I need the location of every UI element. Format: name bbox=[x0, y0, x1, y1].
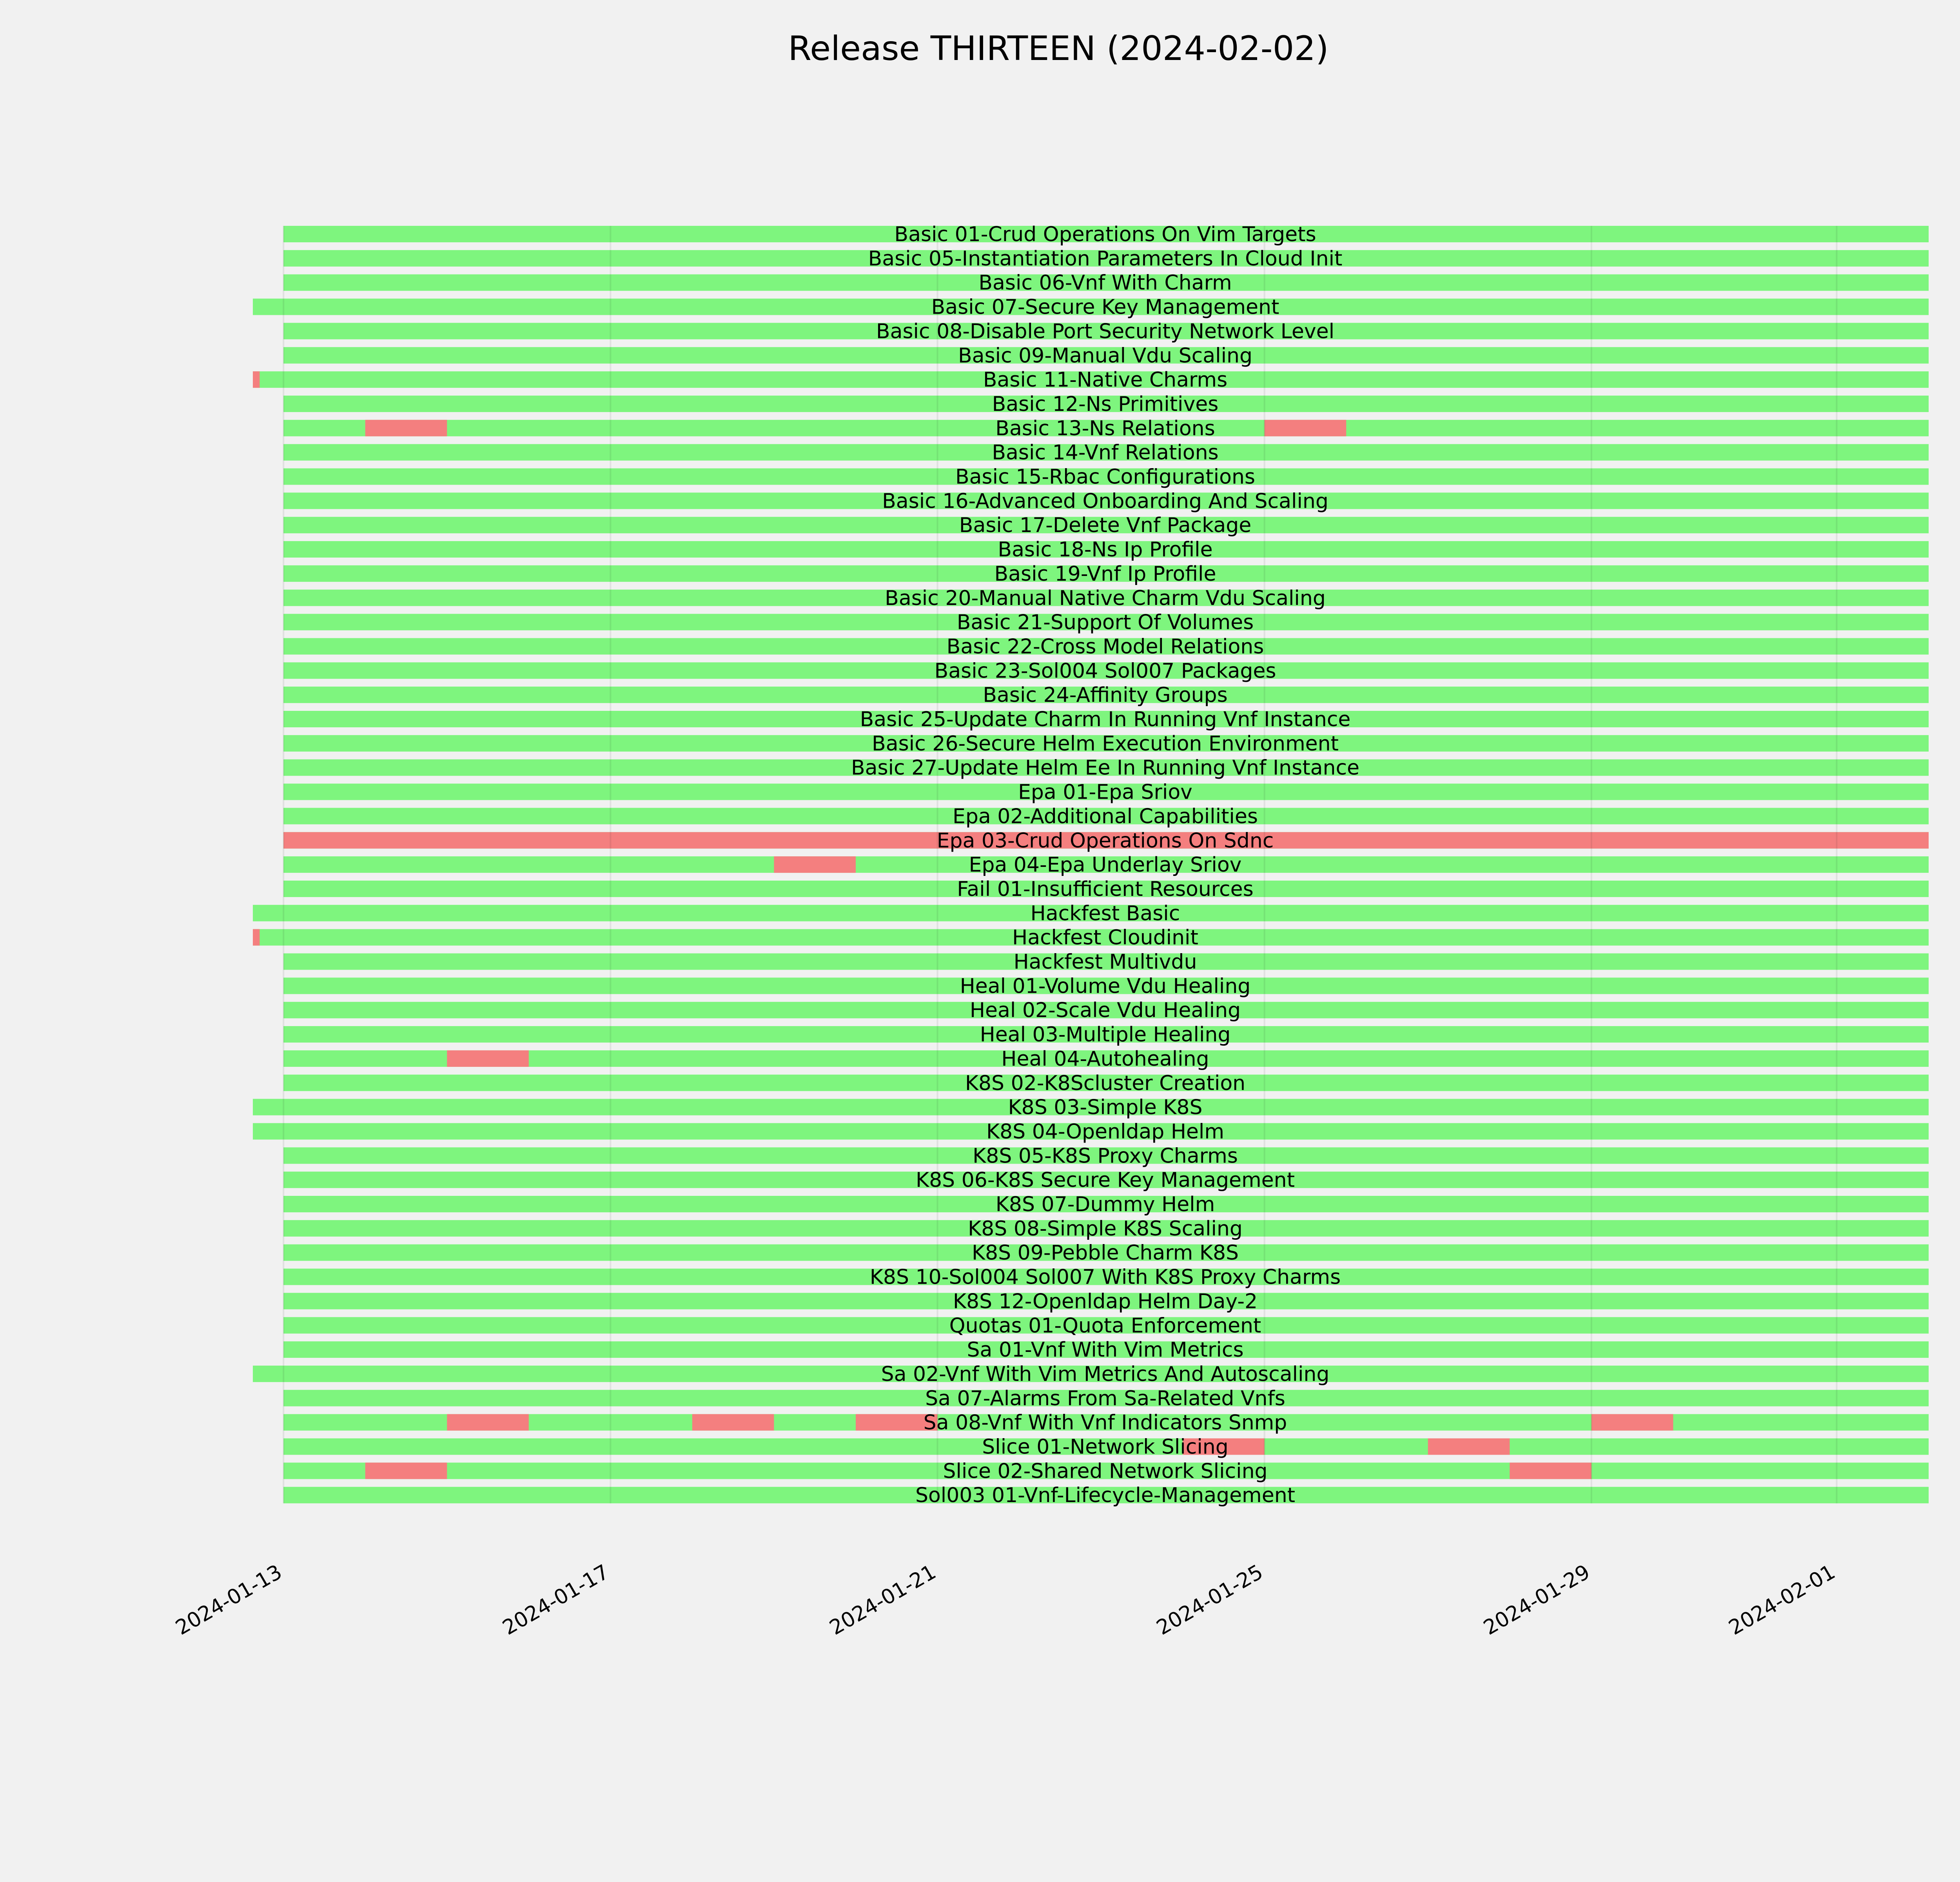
row-label: Basic 22-Cross Model Relations bbox=[946, 635, 1264, 659]
x-tick-label: 2024-01-17 bbox=[499, 1560, 613, 1640]
row-label: Sa 07-Alarms From Sa-Related Vnfs bbox=[925, 1386, 1285, 1410]
row-label: K8S 10-Sol004 Sol007 With K8S Proxy Charms bbox=[869, 1265, 1341, 1289]
row-label: Basic 15-Rbac Configurations bbox=[955, 465, 1255, 489]
fail-segment bbox=[365, 1462, 447, 1479]
row-label: Basic 05-Instantiation Parameters In Cloud Init bbox=[868, 247, 1343, 271]
row-label: Basic 09-Manual Vdu Scaling bbox=[958, 344, 1253, 368]
row-label: K8S 04-Openldap Helm bbox=[986, 1120, 1225, 1144]
x-tick-label: 2024-01-29 bbox=[1479, 1560, 1594, 1640]
row-label: Basic 18-Ns Ip Profile bbox=[998, 538, 1213, 562]
row-label: Basic 01-Crud Operations On Vim Targets bbox=[894, 223, 1316, 246]
row-label: Sol003 01-Vnf-Lifecycle-Management bbox=[915, 1484, 1296, 1508]
fail-segment bbox=[1428, 1439, 1510, 1455]
row-label: Basic 08-Disable Port Security Network Level bbox=[876, 320, 1335, 343]
chart-title: Release THIRTEEN (2024-02-02) bbox=[788, 29, 1329, 68]
row-label: Basic 16-Advanced Onboarding And Scaling bbox=[882, 489, 1328, 513]
row-label: Basic 06-Vnf With Charm bbox=[978, 271, 1232, 295]
fail-segment bbox=[365, 420, 447, 436]
fail-segment bbox=[692, 1414, 774, 1431]
row-label: Heal 01-Volume Vdu Healing bbox=[960, 974, 1251, 998]
row-label: Hackfest Cloudinit bbox=[1012, 926, 1198, 950]
row-label: Epa 03-Crud Operations On Sdnc bbox=[936, 829, 1274, 853]
row-label: K8S 06-K8S Secure Key Management bbox=[915, 1168, 1295, 1192]
row-label: Basic 20-Manual Native Charm Vdu Scaling bbox=[885, 586, 1326, 610]
fail-segment bbox=[1510, 1462, 1592, 1479]
row-label: K8S 08-Simple K8S Scaling bbox=[968, 1217, 1243, 1241]
row-label: Slice 02-Shared Network Slicing bbox=[943, 1459, 1268, 1483]
x-tick-label: 2024-01-25 bbox=[1152, 1560, 1267, 1640]
row-label: Basic 07-Secure Key Management bbox=[931, 295, 1279, 319]
row-label: Hackfest Multivdu bbox=[1013, 950, 1197, 974]
row-label: Heal 04-Autohealing bbox=[1001, 1047, 1209, 1071]
row-label: Epa 02-Additional Capabilities bbox=[953, 805, 1258, 828]
fail-segment bbox=[253, 929, 260, 946]
row-label: Basic 12-Ns Primitives bbox=[992, 392, 1219, 416]
row-label: Basic 27-Update Helm Ee In Running Vnf Instance bbox=[851, 756, 1360, 780]
row-label: K8S 05-K8S Proxy Charms bbox=[973, 1144, 1238, 1168]
row-label: Sa 02-Vnf With Vim Metrics And Autoscaling bbox=[881, 1362, 1330, 1386]
fail-segment bbox=[447, 1050, 529, 1067]
x-tick-label: 2024-01-13 bbox=[171, 1560, 286, 1640]
row-label: Basic 21-Support Of Volumes bbox=[956, 610, 1254, 634]
row-label: Basic 25-Update Charm In Running Vnf Instance bbox=[860, 708, 1351, 731]
row-label: Heal 03-Multiple Healing bbox=[980, 1023, 1231, 1047]
row-label: Basic 14-Vnf Relations bbox=[992, 441, 1219, 465]
row-label: Basic 26-Secure Helm Execution Environment bbox=[872, 732, 1339, 756]
row-label: Basic 13-Ns Relations bbox=[995, 416, 1215, 440]
row-label: Basic 17-Delete Vnf Package bbox=[959, 514, 1252, 538]
row-label: K8S 02-K8Scluster Creation bbox=[965, 1071, 1246, 1095]
fail-segment bbox=[1592, 1414, 1673, 1431]
x-tick-labels-layer bbox=[172, 1560, 1839, 1640]
row-label: K8S 12-Openldap Helm Day-2 bbox=[953, 1290, 1258, 1313]
row-label: Fail 01-Insufficient Resources bbox=[957, 877, 1254, 901]
row-label: Heal 02-Scale Vdu Healing bbox=[969, 999, 1241, 1023]
row-label: Basic 23-Sol004 Sol007 Packages bbox=[934, 659, 1276, 683]
fail-segment bbox=[774, 856, 856, 873]
row-label: Basic 11-Native Charms bbox=[983, 368, 1228, 392]
fail-segment bbox=[253, 371, 260, 388]
x-tick-label: 2024-01-21 bbox=[826, 1560, 940, 1640]
row-label: Epa 01-Epa Sriov bbox=[1018, 780, 1192, 804]
row-label: Epa 04-Epa Underlay Sriov bbox=[969, 853, 1242, 877]
row-label: K8S 03-Simple K8S bbox=[1008, 1095, 1203, 1119]
row-label: Basic 19-Vnf Ip Profile bbox=[994, 562, 1216, 586]
x-tick-label: 2024-02-01 bbox=[1725, 1560, 1839, 1640]
row-label: Hackfest Basic bbox=[1030, 901, 1180, 925]
row-label: Basic 24-Affinity Groups bbox=[983, 683, 1228, 707]
fail-segment bbox=[447, 1414, 529, 1431]
row-label: Sa 01-Vnf With Vim Metrics bbox=[967, 1338, 1244, 1362]
row-label: Sa 08-Vnf With Vnf Indicators Snmp bbox=[923, 1411, 1287, 1435]
row-label: K8S 09-Pebble Charm K8S bbox=[971, 1241, 1239, 1265]
row-label: Quotas 01-Quota Enforcement bbox=[949, 1314, 1261, 1338]
row-label: Slice 01-Network Slicing bbox=[982, 1435, 1229, 1459]
row-label: K8S 07-Dummy Helm bbox=[995, 1193, 1215, 1216]
fail-segment bbox=[1265, 420, 1347, 436]
